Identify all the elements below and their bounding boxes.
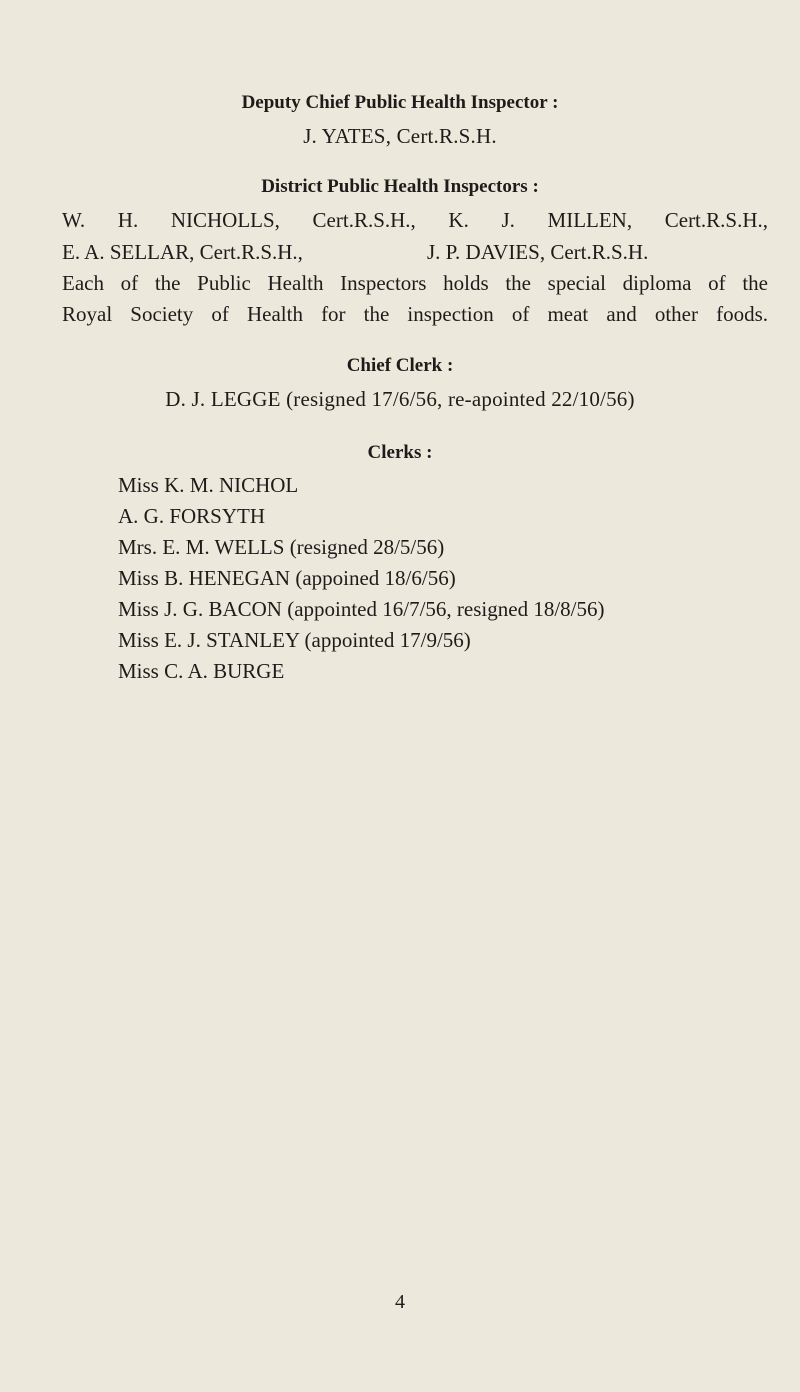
- district-note-line-2: Royal Society of Health for the inspection of meat and other foods.: [62, 302, 768, 326]
- clerks-heading: Clerks :: [367, 442, 433, 463]
- clerk-item: Miss K. M. NICHOL: [118, 473, 299, 497]
- district-row-2-b: J. P. DAVIES, Cert.R.S.H.: [427, 240, 649, 264]
- clerk-item: Miss B. HENEGAN (appoined 18/6/56): [118, 566, 456, 590]
- deputy-name: J. YATES, Cert.R.S.H.: [303, 124, 497, 148]
- clerk-item: Miss C. A. BURGE: [118, 659, 285, 683]
- district-heading: District Public Health Inspectors :: [261, 176, 539, 197]
- deputy-heading: Deputy Chief Public Health Inspector :: [241, 92, 559, 113]
- clerk-item: Miss J. G. BACON (appointed 16/7/56, resigned 18/8/56): [118, 597, 605, 621]
- clerk-item: Mrs. E. M. WELLS (resigned 28/5/56): [118, 535, 445, 559]
- district-row-2-a: E. A. SELLAR, Cert.R.S.H.,: [62, 240, 303, 264]
- district-note-line-1: Each of the Public Health Inspectors holds the special diploma of the: [62, 271, 768, 295]
- clerk-item: A. G. FORSYTH: [118, 504, 266, 528]
- chief-clerk-heading: Chief Clerk :: [346, 355, 454, 376]
- clerk-item: Miss E. J. STANLEY (appointed 17/9/56): [118, 628, 471, 652]
- page-number: 4: [395, 1291, 405, 1313]
- chief-clerk-name: D. J. LEGGE (resigned 17/6/56, re-apointed 22/10/56): [165, 387, 635, 411]
- district-row-1: W. H. NICHOLLS, Cert.R.S.H., K. J. MILLEN, Cert.R.S.H.,: [62, 208, 768, 232]
